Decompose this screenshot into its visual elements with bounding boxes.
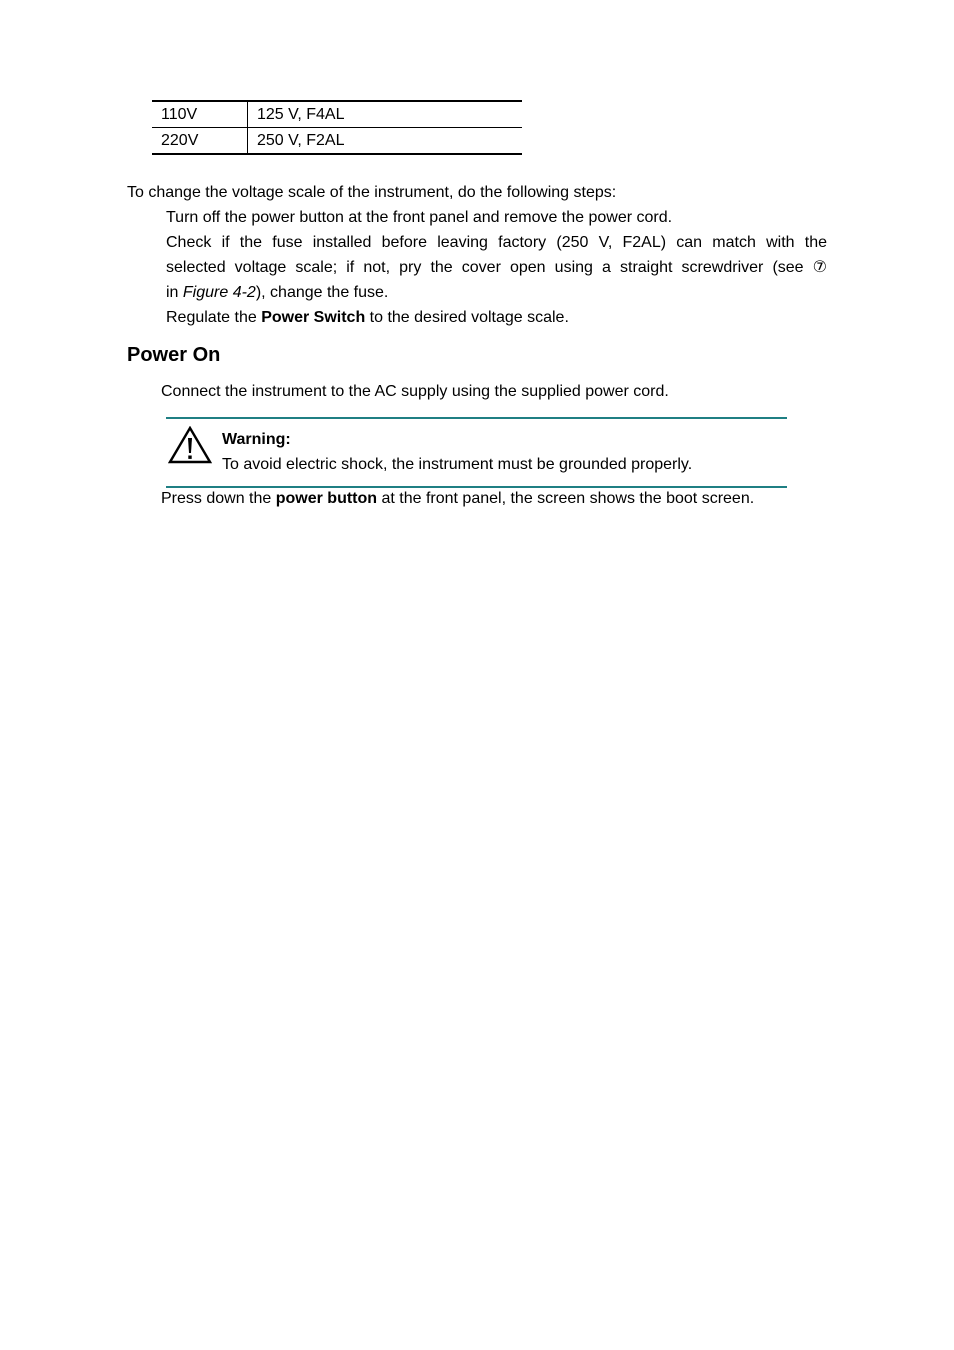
step-3 (166, 308, 569, 328)
warning-triangle-icon (168, 426, 212, 464)
press-text: at the front panel, the screen shows the boot screen. (377, 490, 755, 507)
step-2-line-2: selected voltage scale; if not, pry the cover open using a straight screwdriver (see ⑦ (166, 259, 827, 276)
step-3-text: Regulate the (166, 309, 262, 326)
step-2-text: ), change the fuse. (255, 284, 389, 301)
fuse-table (152, 100, 522, 155)
power-switch-term: Power Switch (261, 309, 366, 326)
table-cell-voltage: 220V (152, 128, 248, 155)
table-row (152, 128, 522, 155)
step-2-line-3 (166, 283, 388, 303)
step-1: Turn off the power button at the front panel and remove the power cord. (166, 209, 673, 226)
table-cell-fuse: 250 V, F2AL (248, 128, 523, 155)
step-2-line-1: Check if the fuse installed before leaving factory (250 V, F2AL) can match with the (166, 234, 827, 251)
step-2-text: in (166, 284, 183, 301)
table-row (152, 101, 522, 128)
warning-text: To avoid electric shock, the instrument must be grounded properly. (222, 456, 693, 473)
press-paragraph (161, 489, 754, 509)
figure-reference: Figure 4-2 (182, 284, 256, 301)
table-cell-voltage: 110V (152, 101, 248, 128)
section-heading: Power On (127, 344, 221, 366)
table-cell-fuse: 125 V, F4AL (257, 106, 345, 123)
press-text: Press down the (161, 490, 276, 507)
power-button-term: power button (275, 490, 378, 507)
step-3-text: to the desired voltage scale. (365, 309, 569, 326)
warning-callout (166, 417, 787, 488)
connect-paragraph: Connect the instrument to the AC supply using the supplied power cord. (161, 383, 669, 400)
warning-title: Warning: (222, 431, 291, 448)
intro-paragraph: To change the voltage scale of the instrument, do the following steps: (127, 184, 617, 201)
